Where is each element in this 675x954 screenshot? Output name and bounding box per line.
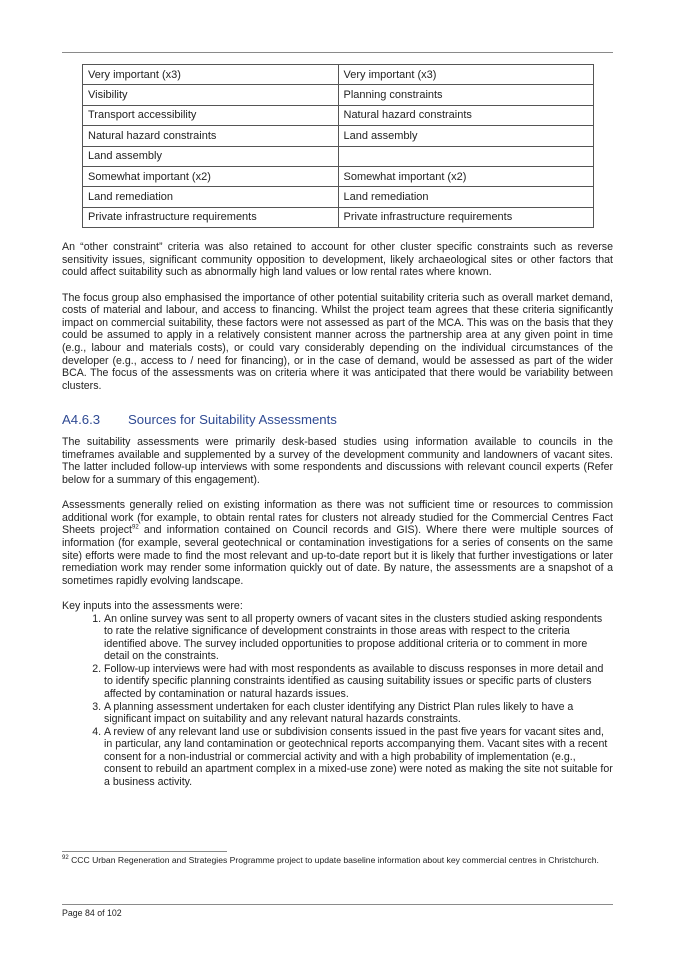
table-cell: Planning constraints <box>338 85 594 105</box>
table-row <box>83 85 594 105</box>
paragraph-key-inputs: Key inputs into the assessments were: <box>62 600 243 613</box>
table-row <box>83 207 594 227</box>
list-item: 1. An online survey was sent to all property owners of vacant sites in the clusters studied asking respondents to rate the relative significance of development constraints in those areas with respect to the criteria identified above. The survey included opportunities to propose additional criteria or to comment in more detail on the constraints. <box>104 613 613 663</box>
footnote-number: 92 <box>62 855 69 862</box>
table-row <box>83 166 594 186</box>
table-row <box>83 146 594 166</box>
key-inputs-list <box>62 613 613 789</box>
paragraph-assessments <box>62 499 613 587</box>
list-item: 2. Follow-up interviews were had with most respondents as available to discuss responses in more detail and to identify specific planning constraints identified as causing suitability issues or specific parts of clusters affected by contamination or natural hazards issues. <box>104 663 613 701</box>
table-cell: Very important (x3) <box>338 65 594 85</box>
section-title: Sources for Suitability Assessments <box>128 412 337 428</box>
paragraph-focus-group: The focus group also emphasised the importance of other potential suitability criteria such as overall market demand, costs of material and labour, and access to financing. Whilst the project team agrees that these criteria significantly impact on commercial suitability, these factors were not assessed as part of the MCA. This was on the basis that they could be assumed to apply in a relatively consistent manner across the partnership area at any given point in time (e.g., labour and materials costs), or could vary considerably depending on the individual circumstances of the developer (e.g., access to / need for financing), or in the case of demand, would be assessed as part of the wider BCA. The focus of the assessments was on criteria where it was anticipated that there would be variability between clusters. <box>62 291 613 392</box>
table-cell: Private infrastructure requirements <box>338 207 594 227</box>
table-cell: Somewhat important (x2) <box>338 166 594 186</box>
table-cell: Land assembly <box>83 146 339 166</box>
table-cell: Private infrastructure requirements <box>83 207 339 227</box>
footnote-rule <box>62 851 227 852</box>
table-cell: Somewhat important (x2) <box>83 166 339 186</box>
table-cell: Natural hazard constraints <box>83 126 339 146</box>
table-row <box>83 187 594 207</box>
list-item: 4. A review of any relevant land use or subdivision consents issued in the past five years for vacant sites and, in particular, any land contamination or geotechnical reports accompanying them. Vacant sites with a recent consent for a non-industrial or commercial activity and with a high probability of implementation (e.g., consent to rebuild an apartment complex in a mixed-use zone) were noted as making the site not suitable for a business activity. <box>104 726 613 789</box>
footnote-reference[interactable]: 92 <box>131 524 139 531</box>
header-rule <box>62 52 613 53</box>
paragraph-sources-intro: The suitability assessments were primarily desk-based studies using information available to councils in the timeframes available and supplemented by a survey of the development community and landowners of vacant sites. The latter included follow-up interviews with some respondents and discussions with relevant council experts (Refer below for a summary of this engagement). <box>62 436 613 486</box>
list-item: 3. A planning assessment undertaken for each cluster identifying any District Plan rules likely to have a significant impact on suitability and any relevant natural hazards constraints. <box>104 701 613 726</box>
paragraph-other-constraint: An “other constraint” criteria was also retained to account for other cluster specific constraints such as reverse sensitivity issues, significant community opposition to development, likely archaeological sites or other factors that could affect suitability such as abnormally high land values or low rental rates where known. <box>62 241 613 279</box>
table-cell: Visibility <box>83 85 339 105</box>
page-content <box>62 64 613 788</box>
table-cell <box>338 146 594 166</box>
footer-rule <box>62 904 613 905</box>
footnote-text: CCC Urban Regeneration and Strategies Programme project to update baseline information about key commercial centres in Christchurch. <box>68 855 599 865</box>
table-row <box>83 65 594 85</box>
table-cell: Very important (x3) <box>83 65 339 85</box>
table-cell: Transport accessibility <box>83 105 339 125</box>
page-number: Page 84 of 102 <box>62 908 122 918</box>
footnote <box>62 855 613 867</box>
table-cell: Land remediation <box>83 187 339 207</box>
assessments-text-b: and information contained on Council records and GIS). Where there were multiple sources of information (for example, several geotechnical or contamination investigations for a series of consents on the same site) efforts were made to find the most relevant and up-to-date report but it is likely that further investigations or later remediation work may render some information quickly out of date. By nature, the assessments are a snapshot of a sometimes rapidly evolving landscape. <box>62 524 613 587</box>
section-heading <box>62 412 613 428</box>
table-row <box>83 105 594 125</box>
criteria-table <box>82 64 594 228</box>
assessments-text-a: Assessments generally relied on existing information as there was not sufficient time or resources to commission additional work (for example, to obtain rental rates for clusters not already studied for the Commercial Centres Fact Sheets project <box>62 499 613 537</box>
table-cell: Natural hazard constraints <box>338 105 594 125</box>
table-cell: Land assembly <box>338 126 594 146</box>
section-number: A4.6.3 <box>62 412 101 428</box>
table-cell: Land remediation <box>338 187 594 207</box>
table-row <box>83 126 594 146</box>
